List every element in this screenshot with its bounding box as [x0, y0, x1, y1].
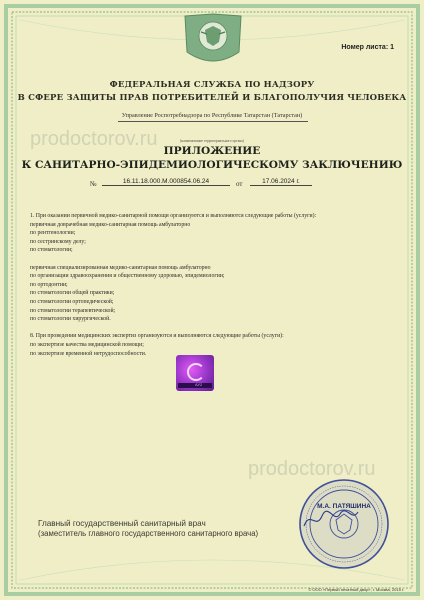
signatory-subtitle: (заместитель главного государственного санитарного врача) [38, 529, 259, 538]
service-line: 1. При оказании первичной медико-санитарной помощи организуются и выполняются следующие работы (услуги): [30, 213, 317, 219]
watermark-bottom: prodoctorov.ru [248, 458, 376, 480]
watermark-top: prodoctorov.ru [30, 128, 158, 150]
signatory-title: Главный государственный санитарный врач [38, 519, 206, 528]
agency-name-line2: В СФЕРЕ ЗАЩИТЫ ПРАВ ПОТРЕБИТЕЛЕЙ И БЛАГОПОЛУЧИЯ ЧЕЛОВЕКА [17, 93, 407, 103]
number-label: № [90, 180, 97, 188]
service-line: по организации здравоохранения и общественному здоровью, эпидемиологии; [30, 273, 225, 280]
services-list [30, 212, 390, 358]
service-line: первичная доврачебная медико-санитарная помощь амбулаторно [30, 221, 191, 228]
hologram-sticker [176, 355, 214, 391]
sheet-number: Номер листа: 1 [341, 44, 394, 51]
office-underline [118, 121, 308, 122]
service-line: по экспертизе временной нетрудоспособности. [30, 350, 147, 357]
hologram-code: АУ2 [195, 382, 203, 387]
document-title-line2: К САНИТАРНО-ЭПИДЕМИОЛОГИЧЕСКОМУ ЗАКЛЮЧЕНИЮ [21, 159, 403, 171]
hologram-strip [178, 383, 212, 388]
coat-of-arms-icon [183, 12, 243, 68]
conclusion-date: 17.06.2024 г. [250, 178, 312, 186]
service-line: по экспертизе качества медицинской помощи; [30, 341, 144, 348]
territorial-office: Управление Роспотребнадзора по Республике Татарстан (Татарстан) [121, 112, 303, 119]
paragraph-gap [30, 255, 390, 264]
signature-icon [300, 504, 360, 534]
agency-name-line1: ФЕДЕРАЛЬНАЯ СЛУЖБА ПО НАДЗОРУ [109, 80, 315, 90]
service-line: по стоматологии; [30, 247, 73, 254]
paragraph-gap [30, 324, 390, 333]
stamp-name: М.А. ПАТЯШИНА [317, 503, 371, 510]
hologram-emblem-icon [187, 363, 205, 381]
printer-imprint: © ООО «Первый печатный двор», г. Москва, 2015 г. [308, 587, 404, 592]
document-title-line1: ПРИЛОЖЕНИЕ [163, 145, 261, 157]
service-line: 8. При проведении медицинских экспертиз организуются и выполняются следующие работы (услуги): [30, 333, 284, 340]
date-label: от [236, 180, 243, 188]
service-line: по сестринскому делу; [30, 238, 86, 245]
service-line: по рентгенологии; [30, 230, 76, 237]
service-line: по стоматологии ортопедической; [30, 298, 114, 305]
service-line: первичная специализированная медико-санитарная помощь амбулаторно [30, 264, 211, 271]
service-line: по стоматологии терапевтической; [30, 307, 116, 314]
service-line: по стоматологии хирургической. [30, 316, 111, 323]
service-line: по ортодонтии; [30, 281, 68, 288]
conclusion-number: 16.11.18.000.М.000854.06.24 [102, 178, 230, 186]
service-line: по стоматологии общей практики; [30, 290, 115, 297]
office-caption: (наименование территориального органа) [180, 139, 244, 143]
